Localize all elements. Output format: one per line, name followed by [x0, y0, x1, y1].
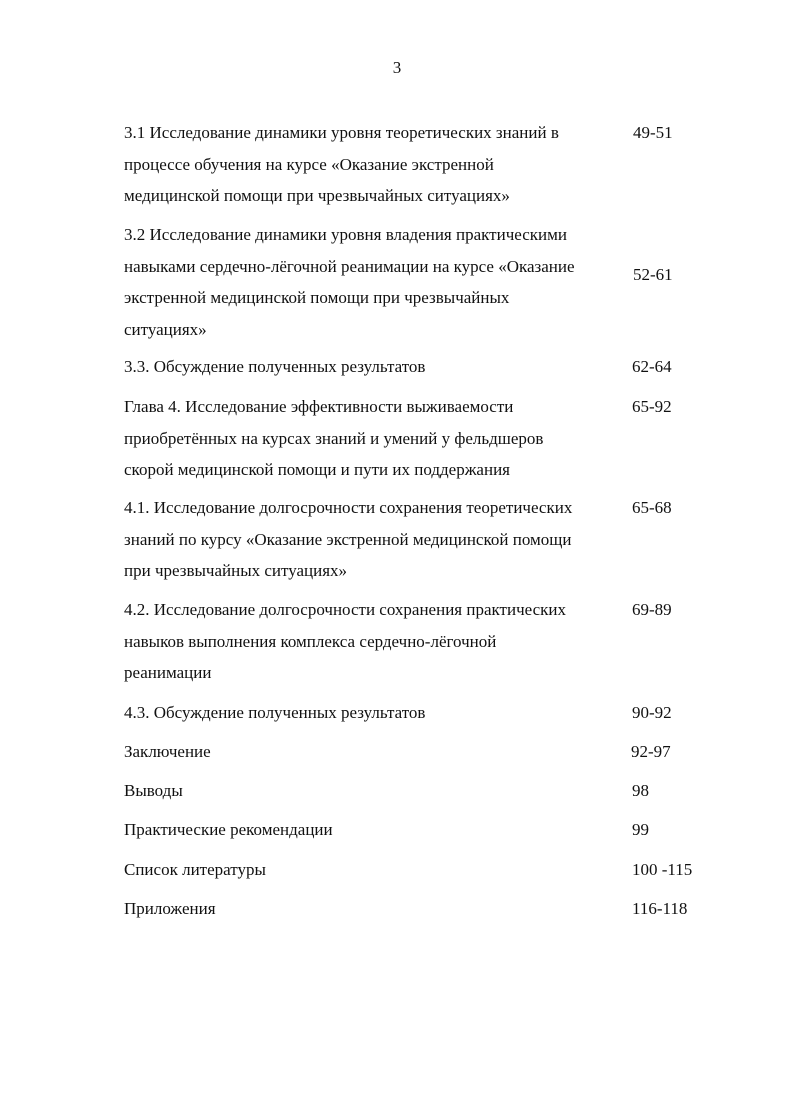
toc-entry-pages: 98: [632, 781, 649, 800]
toc-entry-title: Список литературы: [124, 860, 266, 879]
toc-entry-pages: 49-51: [633, 123, 673, 142]
page-number: 3: [392, 58, 402, 77]
toc-entry-pages: 92-97: [631, 742, 671, 761]
toc-entry-pages: 69-89: [632, 600, 672, 619]
toc-entry-title: Глава 4. Исследование эффективности выживаемости приобретённых на курсах знаний и умений у фельдшеров скорой медицинской помощи и пути их поддержания: [124, 397, 544, 479]
toc-entry-title: Выводы: [124, 781, 183, 800]
toc-entry-title: 4.1. Исследование долгосрочности сохранения теоретических знаний по курсу «Оказание экстренной медицинской помощи при чрезвычайных ситуациях»: [124, 498, 573, 580]
toc-entry-title: 3.3. Обсуждение полученных результатов: [124, 357, 426, 376]
toc-entry-pages: 62-64: [632, 357, 672, 376]
toc-entry-pages: 116-118: [632, 899, 688, 918]
toc-entry-pages: 65-68: [632, 498, 672, 517]
toc-entry-title: Приложения: [124, 899, 216, 918]
toc-entry-pages: 90-92: [632, 703, 672, 722]
toc-entry-pages: 100 -115: [632, 860, 693, 879]
toc-entry-pages: 99: [632, 820, 649, 839]
toc-entry-title: 3.2 Исследование динамики уровня владения практическими навыками сердечно-лёгочной реанимации на курсе «Оказание экстренной медицинской помощи при чрезвычайных ситуациях»: [124, 225, 575, 339]
toc-entry-title: Заключение: [124, 742, 211, 761]
toc-entry-pages: 52-61: [633, 265, 673, 284]
toc-entry-title: 3.1 Исследование динамики уровня теоретических знаний в процессе обучения на курсе «Оказание экстренной медицинской помощи при чрезвычайных ситуациях»: [124, 123, 559, 205]
toc-entry-title: Практические рекомендации: [124, 820, 333, 839]
toc-entry-title: 4.2. Исследование долгосрочности сохранения практических навыков выполнения комплекса сердечно-лёгочной реанимации: [124, 600, 566, 682]
toc-entry-pages: 65-92: [632, 397, 672, 416]
toc-entry-title: 4.3. Обсуждение полученных результатов: [124, 703, 426, 722]
